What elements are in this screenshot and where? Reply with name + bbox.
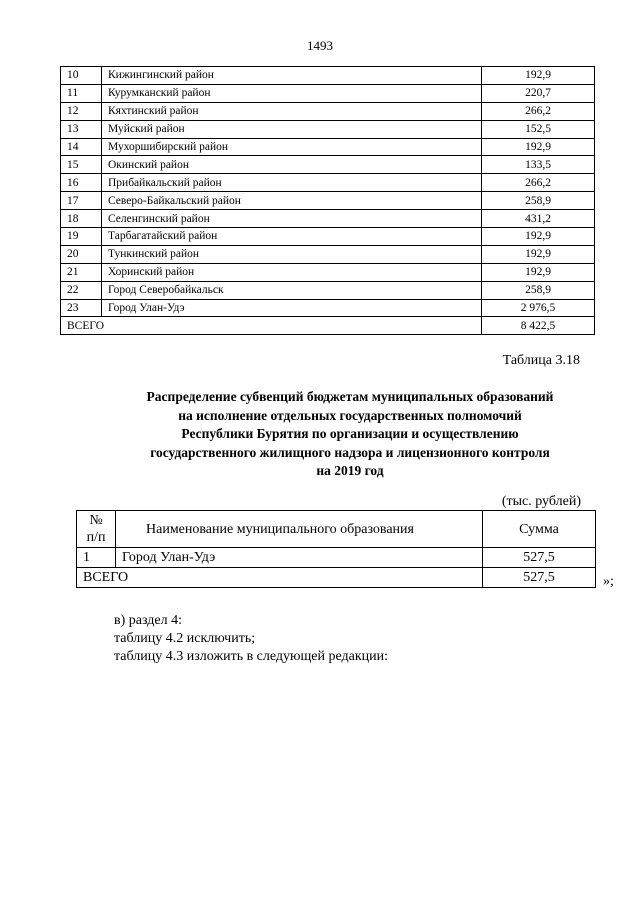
units-label: (тыс. рублей) [501, 494, 581, 509]
table-row [61, 156, 595, 174]
body-text [114, 612, 388, 666]
cell-num: 13 [61, 120, 102, 138]
title-line: Республики Бурятия по организации и осуществлению [181, 426, 519, 441]
cell-name: Хоринский район [102, 263, 482, 281]
cell-value: 220,7 [482, 84, 595, 102]
cell-value: 258,9 [482, 281, 595, 299]
cell-value: 431,2 [482, 210, 595, 228]
cell-name: Город Улан-Удэ [102, 299, 482, 317]
header-sum: Сумма [483, 511, 596, 548]
cell-value: 527,5 [483, 548, 596, 568]
title-line: государственного жилищного надзора и лицензионного контроля [150, 444, 550, 460]
cell-name: Прибайкальский район [102, 174, 482, 192]
cell-name: Курумканский район [102, 84, 482, 102]
cell-value: 192,9 [482, 245, 595, 263]
cell-name: Кижингинский район [102, 67, 482, 85]
table-title [100, 388, 600, 481]
header-num-line: п/п [86, 530, 106, 545]
table-row [61, 174, 595, 192]
table-row [61, 245, 595, 263]
total-row [77, 568, 596, 588]
cell-num: 16 [61, 174, 102, 192]
table-row [61, 281, 595, 299]
cell-name: Город Улан-Удэ [116, 548, 483, 568]
table-row [61, 192, 595, 210]
cell-num: 15 [61, 156, 102, 174]
cell-name: Город Северобайкальск [102, 281, 482, 299]
cell-num: 17 [61, 192, 102, 210]
cell-value: 2 976,5 [482, 299, 595, 317]
cell-name: Муйский район [102, 120, 482, 138]
cell-value: 266,2 [482, 102, 595, 120]
cell-value: 266,2 [482, 174, 595, 192]
title-line: на исполнение отдельных государственных полномочий [178, 407, 522, 423]
header-num-line: № [89, 513, 103, 528]
table-row [61, 228, 595, 246]
body-line: в) раздел 4: [114, 613, 182, 628]
cell-value: 192,9 [482, 228, 595, 246]
cell-name: Кяхтинский район [102, 102, 482, 120]
subvention-table [76, 510, 596, 588]
table-row [61, 138, 595, 156]
header-num [77, 511, 116, 548]
table-row [61, 102, 595, 120]
table-row [61, 210, 595, 228]
total-value: 527,5 [483, 568, 596, 588]
cell-num: 22 [61, 281, 102, 299]
title-line: на 2019 год [316, 463, 384, 478]
cell-num: 20 [61, 245, 102, 263]
cell-name: Окинский район [102, 156, 482, 174]
body-line: таблицу 4.3 изложить в следующей редакции: [114, 649, 389, 664]
cell-value: 258,9 [482, 192, 595, 210]
cell-num: 14 [61, 138, 102, 156]
cell-value: 192,9 [482, 138, 595, 156]
total-row [61, 317, 595, 335]
districts-table [60, 66, 595, 335]
cell-name: Мухоршибирский район [102, 138, 482, 156]
page-number: 1493 [307, 38, 333, 53]
cell-value: 133,5 [482, 156, 595, 174]
cell-name: Тункинский район [102, 245, 482, 263]
table-row [61, 299, 595, 317]
total-value: 8 422,5 [482, 317, 595, 335]
cell-value: 192,9 [482, 263, 595, 281]
cell-num: 18 [61, 210, 102, 228]
cell-name: Северо-Байкальский район [102, 192, 482, 210]
table-header-row [77, 511, 596, 548]
header-name: Наименование муниципального образования [116, 511, 483, 548]
cell-num: 10 [61, 67, 102, 85]
cell-name: Тарбагатайский район [102, 228, 482, 246]
table-label: Таблица 3.18 [502, 353, 580, 368]
cell-num: 12 [61, 102, 102, 120]
cell-num: 11 [61, 84, 102, 102]
table-row [77, 548, 596, 568]
cell-num: 1 [77, 548, 116, 568]
table-row [61, 84, 595, 102]
cell-num: 23 [61, 299, 102, 317]
body-line: таблицу 4.2 исключить; [114, 631, 256, 646]
cell-value: 192,9 [482, 67, 595, 85]
table-row [61, 67, 595, 85]
table-row [61, 120, 595, 138]
cell-num: 19 [61, 228, 102, 246]
total-label: ВСЕГО [77, 568, 483, 588]
closing-quote: »; [603, 574, 614, 589]
title-line: Распределение субвенций бюджетам муниципальных образований [146, 389, 554, 404]
cell-num: 21 [61, 263, 102, 281]
table-row [61, 263, 595, 281]
cell-name: Селенгинский район [102, 210, 482, 228]
cell-value: 152,5 [482, 120, 595, 138]
total-label: ВСЕГО [61, 317, 482, 335]
